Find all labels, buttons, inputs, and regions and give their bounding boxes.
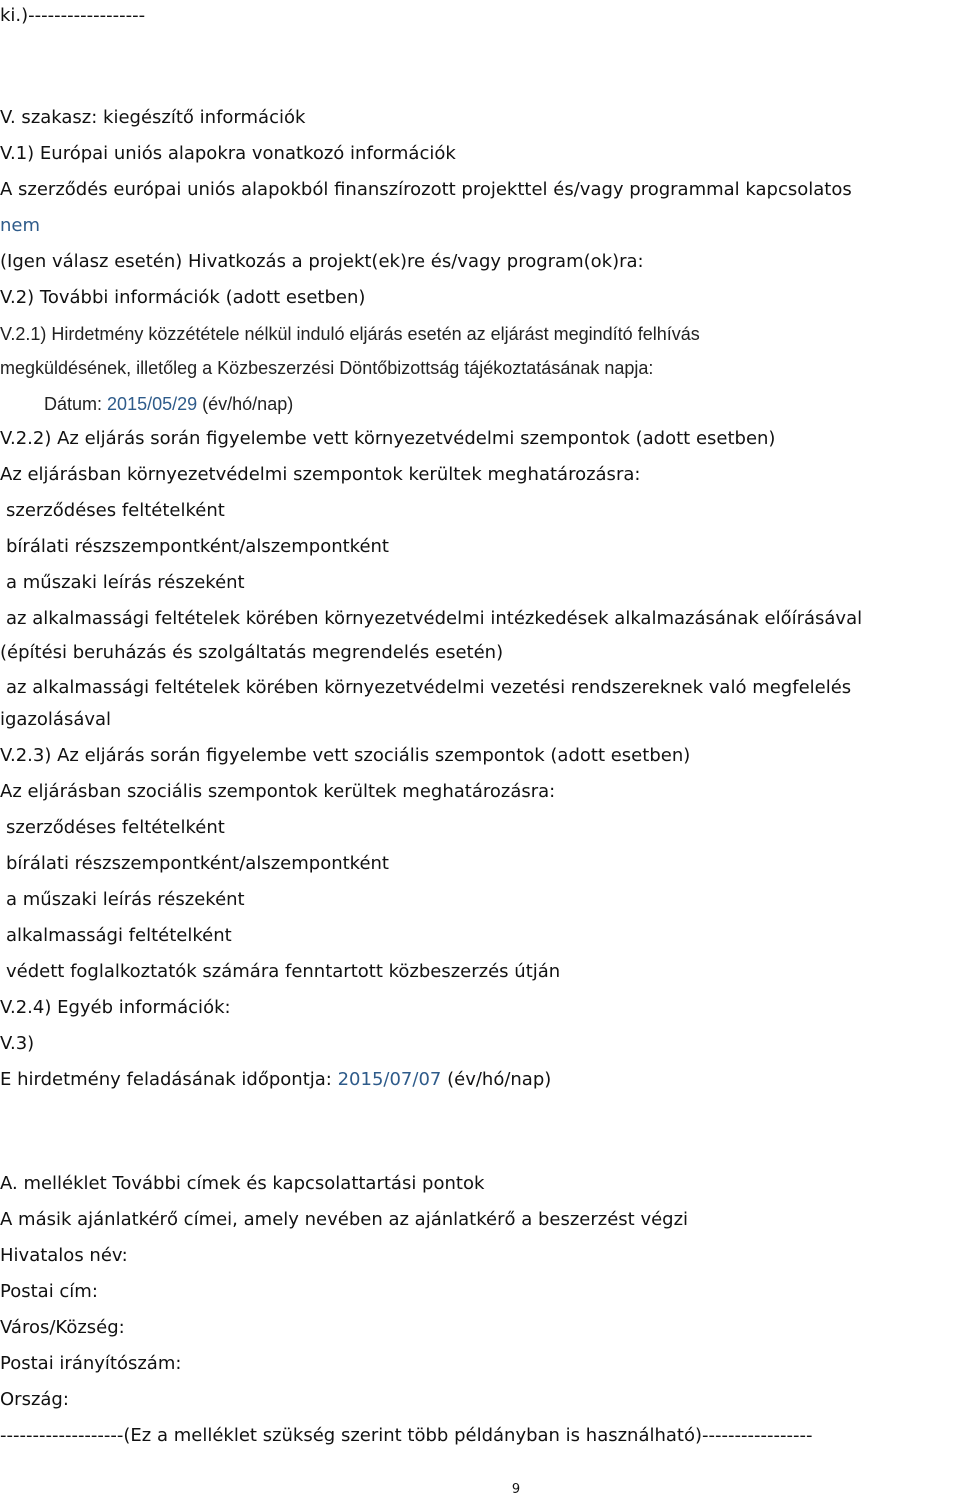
v1-answer: nem bbox=[0, 215, 41, 236]
v23-item: bírálati részszempontként/alszempontként bbox=[6, 853, 389, 874]
v3-dispatch-date: 2015/07/07 bbox=[337, 1069, 442, 1090]
annex-a-field: Város/Község: bbox=[0, 1317, 125, 1338]
top-separator: ki.)------------------ bbox=[0, 5, 146, 26]
v23-item: alkalmassági feltételként bbox=[6, 925, 232, 946]
v22-heading: V.2.2) Az eljárás során figyelembe vett környezetvédelmi szempontok (adott esetben) bbox=[0, 428, 776, 449]
section-v-title: V. szakasz: kiegészítő információk bbox=[0, 107, 306, 128]
v23-item: védett foglalkoztatók számára fenntartott közbeszerzés útján bbox=[6, 961, 561, 982]
annex-a-field: Postai cím: bbox=[0, 1281, 98, 1302]
v3-dispatch-format: (év/hó/nap) bbox=[447, 1069, 552, 1090]
v21-line2: megküldésének, illetőleg a Közbeszerzési Döntőbizottság tájékoztatásának napja: bbox=[0, 358, 654, 378]
v21-date-label: Dátum: bbox=[44, 394, 103, 414]
v22-item-continued: igazolásával bbox=[0, 709, 112, 730]
v3-dispatch-row bbox=[0, 1069, 551, 1091]
annex-a-field: Postai irányítószám: bbox=[0, 1353, 182, 1374]
v1-reference-label: (Igen válasz esetén) Hivatkozás a projekt(ek)re és/vagy program(ok)ra: bbox=[0, 251, 644, 272]
v22-item: szerződéses feltételként bbox=[6, 500, 225, 521]
v24-heading: V.2.4) Egyéb információk: bbox=[0, 997, 231, 1018]
v2-heading: V.2) További információk (adott esetben) bbox=[0, 287, 366, 308]
v22-item: az alkalmassági feltételek körében környezetvédelmi intézkedések alkalmazásának előírásával bbox=[6, 608, 863, 629]
v1-question: A szerződés európai uniós alapokból finanszírozott projekttel és/vagy programmal kapcsolatos bbox=[0, 179, 852, 200]
v23-heading: V.2.3) Az eljárás során figyelembe vett szociális szempontok (adott esetben) bbox=[0, 745, 691, 766]
annex-a-field: Hivatalos név: bbox=[0, 1245, 128, 1266]
v22-item-continued: (építési beruházás és szolgáltatás megrendelés esetén) bbox=[0, 642, 504, 663]
v22-intro: Az eljárásban környezetvédelmi szempontok kerültek meghatározásra: bbox=[0, 464, 641, 485]
v21-date-format: (év/hó/nap) bbox=[202, 394, 294, 414]
v22-item: az alkalmassági feltételek körében környezetvédelmi vezetési rendszereknek való megfelelés bbox=[6, 677, 852, 698]
annex-a-footer-separator: -------------------(Ez a melléklet szükség szerint több példányban is használható)----------------- bbox=[0, 1425, 813, 1446]
v1-heading: V.1) Európai uniós alapokra vonatkozó információk bbox=[0, 143, 456, 164]
v21-date-value: 2015/05/29 bbox=[107, 394, 198, 414]
v23-intro: Az eljárásban szociális szempontok kerültek meghatározásra: bbox=[0, 781, 556, 802]
v22-item: bírálati részszempontként/alszempontként bbox=[6, 536, 389, 557]
v21-date-row bbox=[44, 393, 293, 415]
annex-a-field: Ország: bbox=[0, 1389, 69, 1410]
v23-item: szerződéses feltételként bbox=[6, 817, 225, 838]
v23-item: a műszaki leírás részeként bbox=[6, 889, 245, 910]
page-number: 9 bbox=[511, 1482, 521, 1497]
v3-heading: V.3) bbox=[0, 1033, 35, 1054]
v22-item: a műszaki leírás részeként bbox=[6, 572, 245, 593]
v3-dispatch-label: E hirdetmény feladásának időpontja: bbox=[0, 1069, 332, 1090]
annex-a-subtitle: A másik ajánlatkérő címei, amely nevében az ajánlatkérő a beszerzést végzi bbox=[0, 1209, 689, 1230]
annex-a-title: A. melléklet További címek és kapcsolattartási pontok bbox=[0, 1173, 485, 1194]
v21-line1: V.2.1) Hirdetmény közzététele nélkül induló eljárás esetén az eljárást megindító felhívás bbox=[0, 324, 700, 344]
